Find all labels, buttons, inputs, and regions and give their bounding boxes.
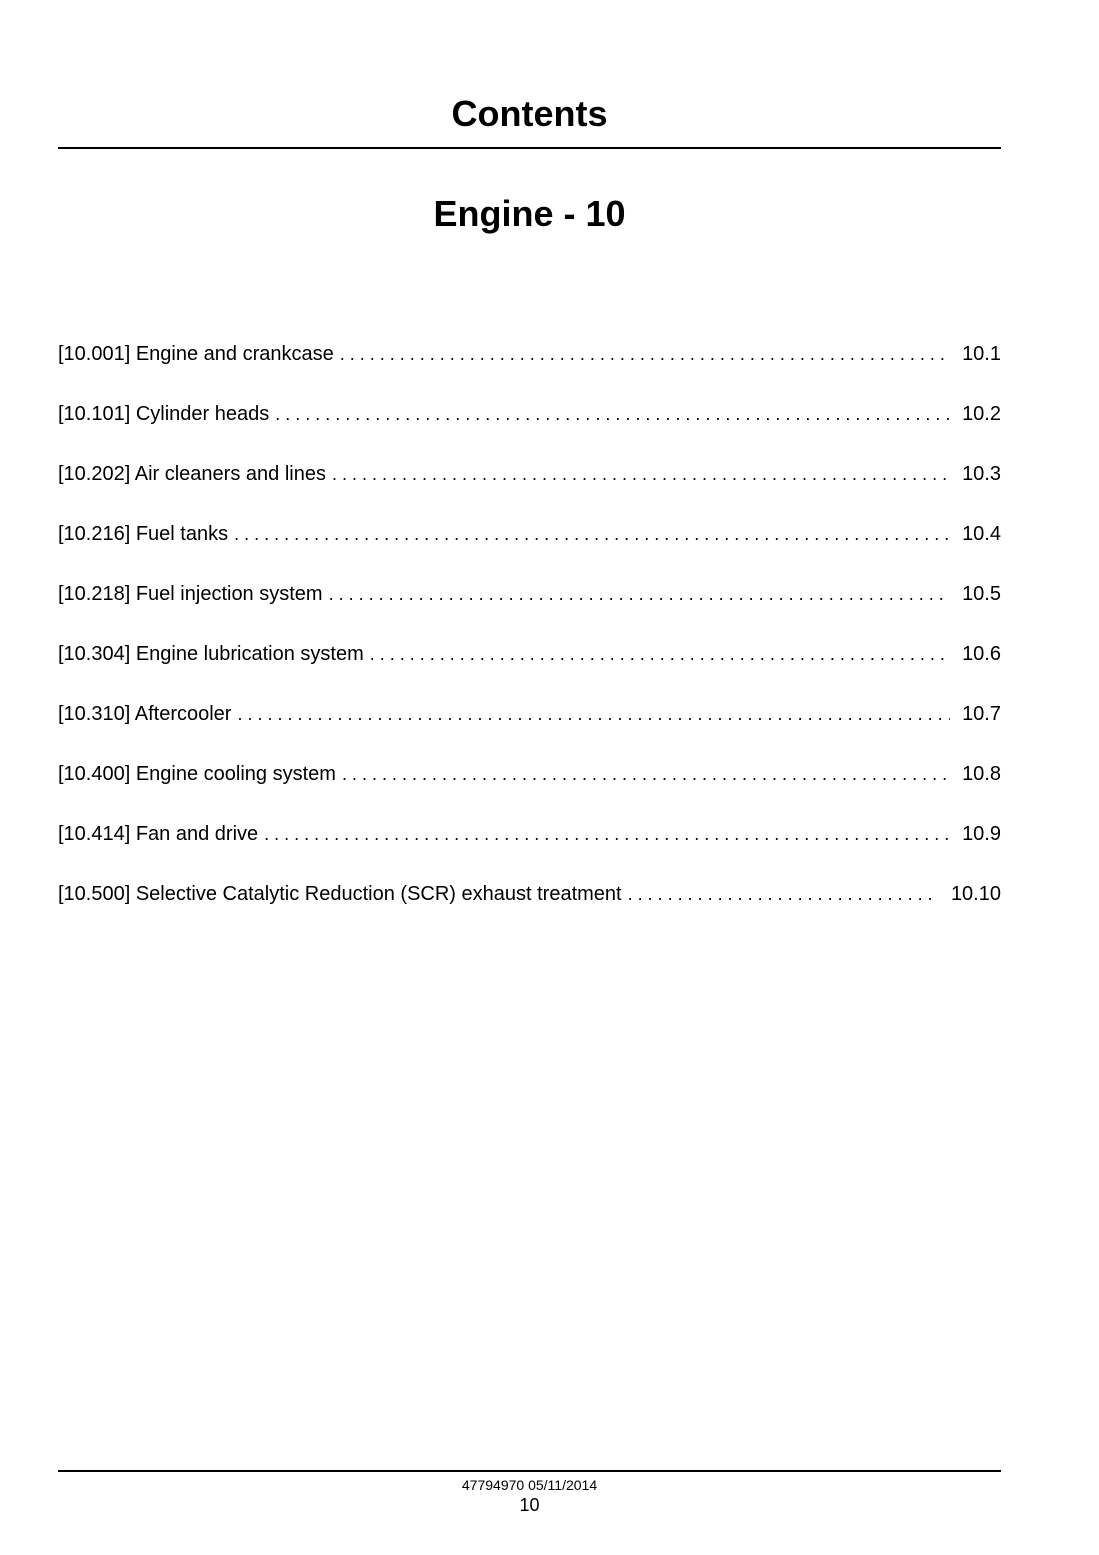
toc-entry-10-500[interactable] <box>58 880 1001 940</box>
table-of-contents <box>58 340 1001 940</box>
dot-leader <box>329 580 950 608</box>
toc-entry-page: 10.7 <box>962 703 1001 725</box>
dot-leader <box>234 520 950 548</box>
dot-leader <box>628 880 939 908</box>
toc-entry-page: 10.2 <box>962 403 1001 425</box>
dot-leader <box>264 820 950 848</box>
footer-document-reference: 47794970 05/11/2014 <box>461 1477 598 1493</box>
toc-entry-10-414[interactable] <box>58 820 1001 880</box>
toc-entry-label: [10.414] Fan and drive <box>58 823 259 845</box>
dot-leader <box>342 760 950 788</box>
toc-entry-label: [10.101] Cylinder heads <box>58 403 270 425</box>
toc-entry-page: 10.4 <box>962 523 1001 545</box>
dot-leader <box>340 340 950 368</box>
dot-leader <box>275 400 950 428</box>
toc-entry-10-202[interactable] <box>58 460 1001 520</box>
dot-leader <box>237 700 950 728</box>
toc-entry-label: [10.310] Aftercooler <box>58 703 232 725</box>
toc-entry-10-001[interactable] <box>58 340 1001 400</box>
toc-entry-10-310[interactable] <box>58 700 1001 760</box>
toc-entry-label: [10.202] Air cleaners and lines <box>58 463 326 485</box>
toc-entry-page: 10.10 <box>950 883 1001 905</box>
dot-leader <box>370 640 950 668</box>
toc-entry-10-218[interactable] <box>58 580 1001 640</box>
toc-entry-label: [10.218] Fuel injection system <box>58 583 323 605</box>
toc-entry-page: 10.5 <box>962 583 1001 605</box>
toc-entry-label: [10.500] Selective Catalytic Reduction (SCR) exhaust treatment <box>58 883 622 905</box>
footer-page-number: 10 <box>519 1495 540 1515</box>
toc-entry-10-216[interactable] <box>58 520 1001 580</box>
toc-entry-label: [10.216] Fuel tanks <box>58 523 229 545</box>
footer-divider <box>58 1470 1001 1472</box>
header-divider <box>58 147 1001 149</box>
toc-entry-label: [10.400] Engine cooling system <box>58 763 336 785</box>
toc-entry-page: 10.8 <box>962 763 1001 785</box>
toc-entry-page: 10.1 <box>962 343 1001 365</box>
toc-entry-10-400[interactable] <box>58 760 1001 820</box>
toc-entry-label: [10.304] Engine lubrication system <box>58 643 364 665</box>
toc-entry-page: 10.3 <box>962 463 1001 485</box>
toc-entry-10-304[interactable] <box>58 640 1001 700</box>
toc-entry-page: 10.6 <box>962 643 1001 665</box>
dot-leader <box>332 460 950 488</box>
section-title: Engine - 10 <box>433 193 626 234</box>
toc-entry-10-101[interactable] <box>58 400 1001 460</box>
toc-entry-label: [10.001] Engine and crankcase <box>58 343 334 365</box>
page-title: Contents <box>451 93 608 134</box>
toc-entry-page: 10.9 <box>962 823 1001 845</box>
